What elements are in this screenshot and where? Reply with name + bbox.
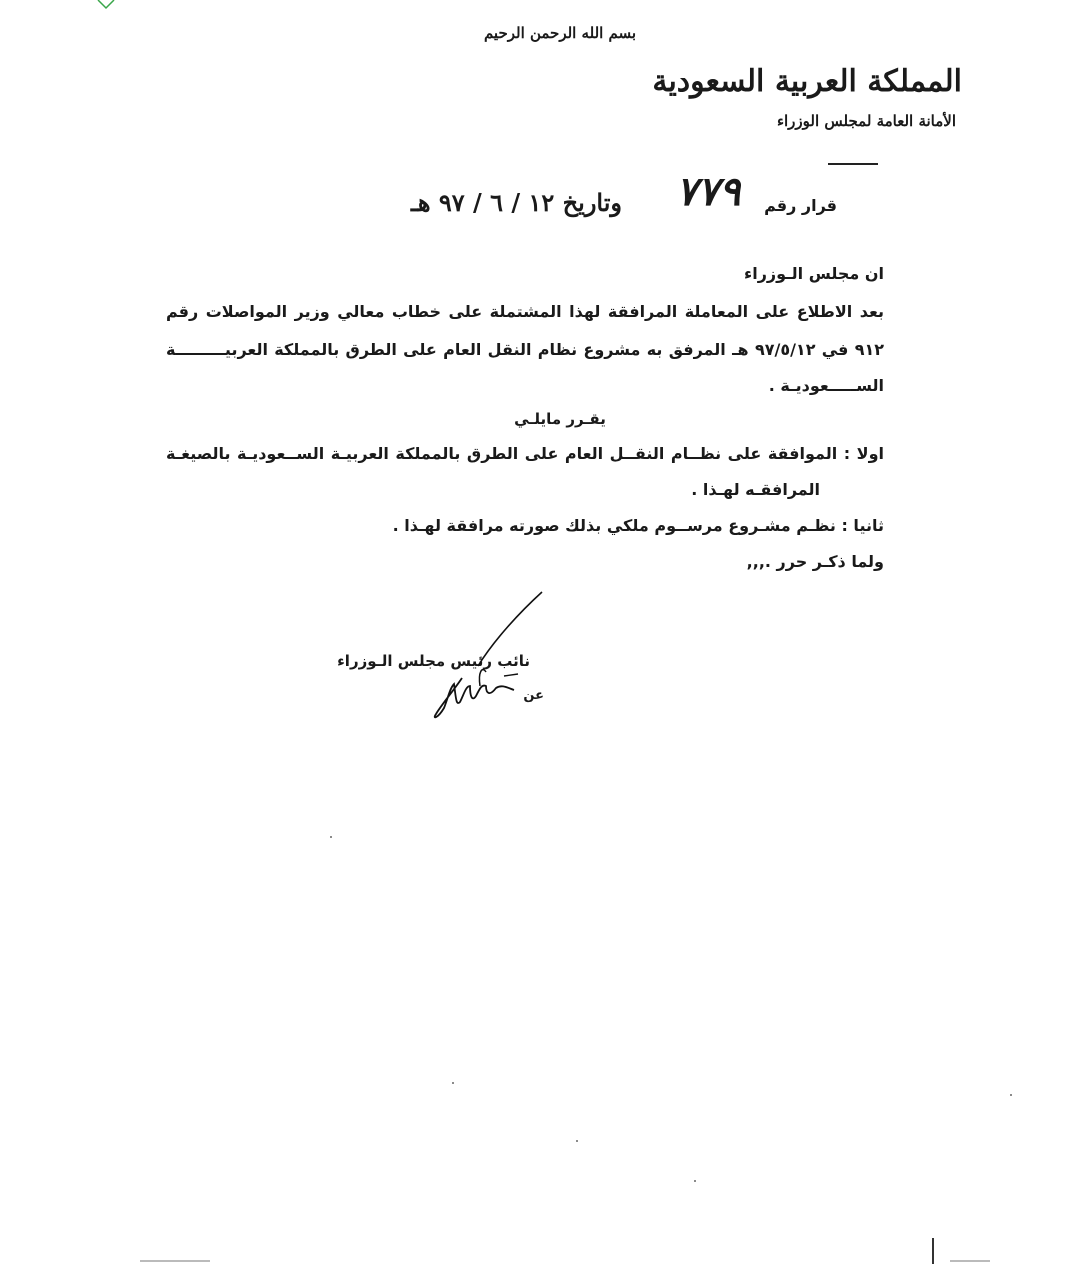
resolves-heading: يقـرر مايلـي [514,410,606,428]
closing-line: ولما ذكـر حرر .,,, [746,552,884,571]
decision-number: ٧٧٩ [676,168,741,215]
opening-line: ان مجلس الـوزراء [744,264,884,283]
secretariat-letterhead: الأمانة العامة لمجلس الوزراء [776,112,956,130]
preamble-line-1: بعد الاطلاع على المعاملة المرافقة لهذا المشتملة على خطاب معالي وزير المواصلات رقم [166,302,884,321]
bottom-edge-mark [950,1260,990,1262]
article-first-line-2: المرافقـه لهـذا . [691,480,820,499]
decision-label: قرار رقم [764,196,837,215]
preamble-line-3: الســـــعوديـة . [768,376,884,395]
corner-mark-icon [96,0,116,10]
scan-speck [694,1180,696,1182]
handwritten-signature [420,588,550,723]
letterhead-divider [828,163,878,165]
bismillah-heading: بسم الله الرحمن الرحيم [483,24,637,42]
scan-speck [452,1082,454,1084]
article-first-line-1: اولا : الموافقة على نظــام النقــل العام على الطرق بالمملكة العربيـة الســعوديـة بالصيغـة [166,444,884,463]
scan-speck [330,836,332,838]
signatory-title: نائب رئيس مجلس الـوزراء [337,652,530,670]
scan-speck [576,1140,578,1142]
on-behalf-label: عن [523,688,544,703]
margin-tick [932,1238,934,1264]
kingdom-letterhead: المملكة العربية السعودية [652,64,962,99]
article-second: ثانيا : نظـم مشـروع مرســوم ملكي بذلك صورته مرافقة لهـذا . [392,516,884,535]
preamble-line-2: ٩١٢ في ٩٧/٥/١٢ هـ المرفق به مشروع نظام النقل العام على الطرق بالمملكة العربيـــــــــة [166,340,884,359]
scan-speck [1010,1094,1012,1096]
decision-date: وتاريخ ١٢ / ٦ / ٩٧ هـ [410,188,622,217]
bottom-edge-mark [140,1260,210,1262]
